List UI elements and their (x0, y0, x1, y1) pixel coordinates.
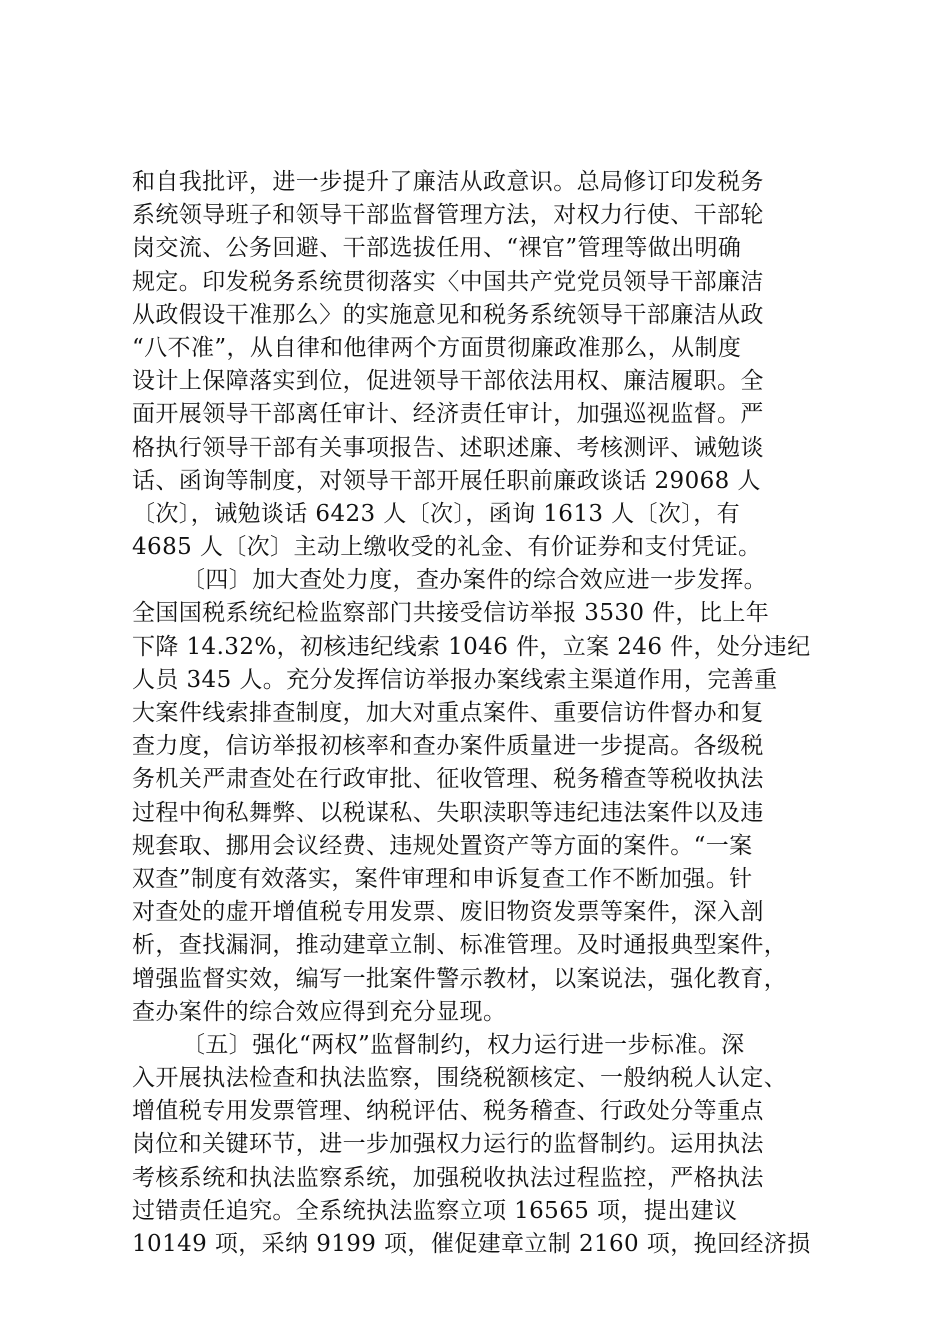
text-line: 查力度，信访举报初核率和查办案件质量进一步提高。各级税 (132, 733, 764, 760)
text-line: 系统领导班子和领导干部监督管理方法，对权力行使、干部轮 (132, 202, 764, 229)
text-line: 〔四〕加大查处力度，查办案件的综合效应进一步发挥。 (182, 567, 767, 594)
text-line: 〔五〕强化“两权”监督制约，权力运行进一步标准。深 (182, 1031, 745, 1058)
text-line: 岗交流、公务回避、干部选拔任用、“裸官”管理等做出明确 (132, 235, 742, 262)
text-line: “八不准”，从自律和他律两个方面贯彻廉政准那么，从制度 (132, 334, 742, 361)
text-line: 规套取、挪用会议经费、违规处置资产等方面的案件。“一案 (132, 832, 753, 859)
text-line: 人员 345 人。充分发挥信访举报办案线索主渠道作用，完善重 (132, 666, 778, 693)
text-line: 务机关严肃查处在行政审批、征收管理、税务稽查等税收执法 (132, 766, 764, 793)
text-line: 〔次〕，诫勉谈话 6423 人〔次〕，函询 1613 人〔次〕，有 (132, 500, 741, 527)
text-line: 双查”制度有效落实，案件审理和申诉复查工作不断加强。针 (132, 865, 753, 892)
text-line: 入开展执法检查和执法监察，围绕税额核定、一般纳税人认定、 (132, 1065, 788, 1092)
text-line: 格执行领导干部有关事项报告、述职述廉、考核测评、诫勉谈 (132, 434, 764, 461)
text-line: 大案件线索排查制度，加大对重点案件、重要信访件督办和复 (132, 700, 764, 726)
text-line: 10149 项，采纳 9199 项，催促建章立制 2160 项，挽回经济损 (132, 1231, 811, 1257)
text-line: 和自我批评，进一步提升了廉洁从政意识。总局修订印发税务 (132, 169, 764, 195)
text-line: 面开展领导干部离任审计、经济责任审计，加强巡视监督。严 (132, 401, 764, 428)
text-line: 过错责任追究。全系统执法监察立项 16565 项，提出建议 (132, 1197, 738, 1224)
text-line: 从政假设干准那么〉的实施意见和税务系统领导干部廉洁从政 (132, 301, 764, 328)
text-line: 对查处的虚开增值税专用发票、废旧物资发票等案件，深入剖 (132, 899, 764, 926)
text-line: 增值税专用发票管理、纳税评估、税务稽查、行政处分等重点 (132, 1098, 764, 1125)
text-line: 话、函询等制度，对领导干部开展任职前廉政谈话 29068 人 (132, 467, 761, 494)
text-line: 查办案件的综合效应得到充分显现。 (132, 998, 507, 1025)
text-line: 下降 14.32%，初核违纪线索 1046 件，立案 246 件，处分违纪 (132, 633, 811, 660)
text-line: 析，查找漏洞，推动建章立制、标准管理。及时通报典型案件， (132, 932, 788, 959)
text-line: 岗位和关键环节，进一步加强权力运行的监督制约。运用执法 (132, 1131, 764, 1158)
text-line: 增强监督实效，编写一批案件警示教材，以案说法，强化教育， (132, 965, 788, 992)
document-body (132, 166, 852, 1261)
text-line: 4685 人〔次〕主动上缴收受的礼金、有价证券和支付凭证。 (132, 534, 762, 561)
text-line: 全国国税系统纪检监察部门共接受信访举报 3530 件，比上年 (132, 600, 770, 627)
text-line: 规定。印发税务系统贯彻落实〈中国共产党党员领导干部廉洁 (132, 268, 764, 295)
text-line: 设计上保障落实到位，促进领导干部依法用权、廉洁履职。全 (132, 368, 764, 395)
text-line: 考核系统和执法监察系统，加强税收执法过程监控，严格执法 (132, 1164, 764, 1191)
text-line: 过程中徇私舞弊、以税谋私、失职渎职等违纪违法案件以及违 (132, 799, 764, 826)
